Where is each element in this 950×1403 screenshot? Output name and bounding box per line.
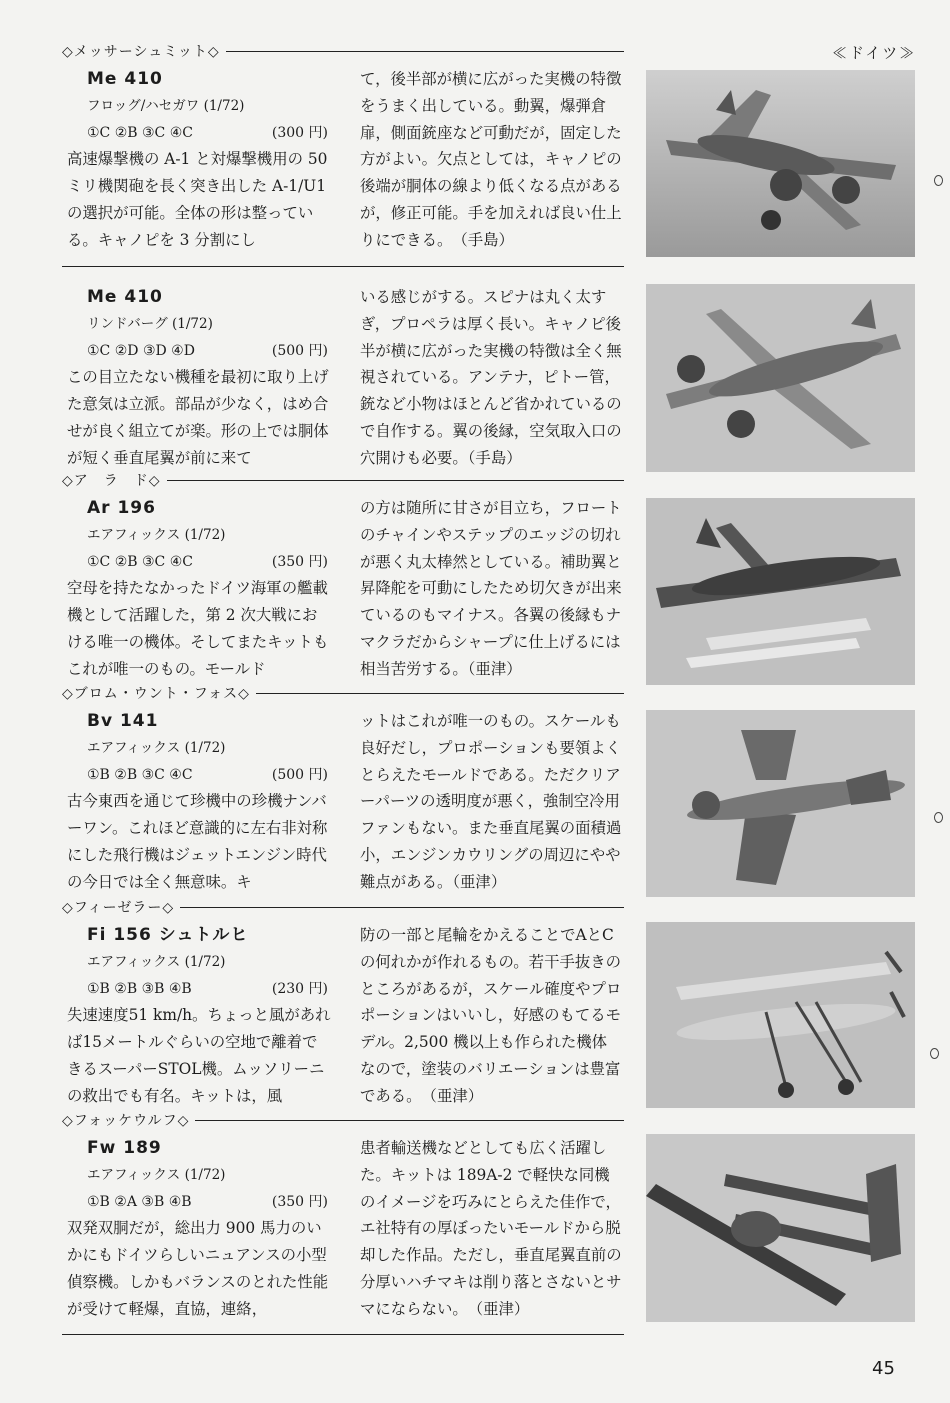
review-text-left: 高速爆撃機の A-1 と対爆撃機用の 50 ミリ機関砲を長く突き出した A-1/U1 の選択が可能。全体の形は整っている。キャノピを 3 分割にし [67, 150, 328, 249]
model-name: Fw 189 [87, 1138, 162, 1158]
model-name: Me 410 [87, 287, 163, 307]
maker-scale: エアフィックス (1/72) [87, 739, 226, 756]
kit-review-entry [62, 898, 624, 1113]
kit-review-entry [62, 471, 624, 686]
category-label: ◇フィーゼラー◇ [62, 897, 180, 917]
category-label: ◇ア ラ ド◇ [62, 470, 167, 490]
grades: ①B ②B ③B ④B [87, 980, 192, 997]
entry-divider [62, 1334, 624, 1335]
review-text-right: 患者輸送機などとしても広く活躍した。キットは 189A-2 で軽快な同機のイメージを巧みにとらえた佳作で，エ社特有の厚ぼったいモールドから脱却した作品。ただし，垂直尾翼直前の分厚いハチマキは削り落とさないとサマにならない。 （亜津） [360, 1139, 622, 1318]
price: (500 円) [271, 342, 328, 359]
review-left-column [67, 922, 332, 1110]
me410-frog-photo [646, 70, 915, 257]
me410-lindberg-photo [646, 284, 915, 472]
category-label: ◇フォッケウルフ◇ [62, 1110, 195, 1130]
margin-mark [934, 812, 943, 823]
review-left-column [67, 495, 332, 683]
margin-mark [930, 1048, 939, 1059]
ar196-photo [646, 498, 915, 685]
price: (300 円) [271, 124, 328, 141]
grades-line [87, 338, 332, 365]
category-label: ◇メッサーシュミット◇ [62, 41, 226, 61]
page-number: 45 [872, 1358, 895, 1379]
fi156-photo [646, 922, 915, 1108]
maker-scale: フロッグ/ハセガワ (1/72) [87, 97, 245, 114]
maker-scale: エアフィックス (1/72) [87, 953, 226, 970]
category-header [62, 42, 624, 62]
grades-line [87, 976, 332, 1003]
category-header [62, 684, 624, 704]
category-header [62, 471, 624, 491]
review-text-right: て，後半部が横に広がった実機の特徴をうまく出している。動翼，爆弾倉扉，側面銃座など可動だが，固定した方がよい。欠点としては，キャノピの後端が胴体の線より低くなる点があるが，修正可能。手を加えれば良い仕上りにできる。 （手島） [360, 70, 622, 249]
review-left-column [67, 1135, 332, 1323]
maker-scale: エアフィックス (1/72) [87, 526, 226, 543]
maker-scale: エアフィックス (1/72) [87, 1166, 226, 1183]
grades: ①B ②A ③B ④B [87, 1193, 192, 1210]
kit-review-entry [62, 1111, 624, 1336]
price: (350 円) [271, 553, 328, 570]
review-left-column [67, 66, 332, 254]
review-text-right: 防の一部と尾輪をかえることでAとCの何れかが作れるもの。若干手抜きのところがあるが，スケール確度やプロポーションはいいし，好感のもてるモデル。2,500 機以上も作られた機体なので，塗装のバリエーションは豊富である。 （亜津） [360, 926, 622, 1105]
grades: ①C ②B ③C ④C [87, 553, 193, 570]
review-text-left: 双発双胴だが，総出力 900 馬力のいかにもドイツらしいニュアンスの小型偵察機。しかもバランスのとれた性能が受けて軽爆，直協，連絡， [67, 1219, 329, 1318]
review-text-left: 古今東西を通じて珍機中の珍機ナンバーワン。これほど意識的に左右非対称にした飛行機はジェットエンジン時代の今日では全く無意味。キ [67, 792, 328, 891]
review-left-column [67, 284, 332, 472]
kit-review-entry [62, 260, 624, 470]
maker-scale: リンドバーグ (1/72) [87, 315, 213, 332]
category-label: ◇ブロム・ウント・フォス◇ [62, 683, 256, 703]
kit-review-entry [62, 684, 624, 899]
grades-line [87, 120, 332, 147]
fw189-photo [646, 1134, 915, 1322]
price: (350 円) [271, 1193, 328, 1210]
grades: ①C ②B ③C ④C [87, 124, 193, 141]
category-header [62, 898, 624, 918]
review-text-left: この目立たない機種を最初に取り上げた意気は立派。部品が少なく，はめ合せが良く組立てが楽。形の上では胴体が短く垂直尾翼が前に来て [67, 368, 329, 467]
kit-review-entry [62, 42, 624, 267]
model-name: Ar 196 [87, 498, 156, 518]
country-heading: ≪ドイツ≫ [832, 44, 917, 62]
review-left-column [67, 708, 332, 896]
review-text-left: 空母を持たなかったドイツ海軍の艦載機として活躍した，第 2 次大戦における唯一の機体。そしてまたキットもこれが唯一のもの。モールド [67, 579, 329, 678]
grades-line [87, 1189, 332, 1216]
review-text-right: の方は随所に甘さが目立ち，フロートのチャインやステップのエッジの切れが悪く丸太棒然としている。補助翼と昇降舵を可動にしたため切欠きが出来ているのもマイナス。各翼の後縁もナマクラだからシャープに仕上げるには相当苦労する。（亜津） [360, 499, 622, 678]
review-text-left: 失速速度51 km/h。ちょっと風があれば15メートルぐらいの空地で離着できるスーパーSTOL機。ムッソリーニの救出でも有名。キットは，風 [67, 1006, 331, 1105]
review-text-right: いる感じがする。スピナは丸く太すぎ，プロペラは厚く長い。キャノピ後半が横に広がった実機の特徴は全く無視されている。アンテナ，ピトー管，銃など小物はほとんど省かれているので自作する。翼の後縁，空気取入口の穴開けも必要。（手島） [360, 288, 622, 467]
grades-line [87, 549, 332, 576]
category-header [62, 1111, 624, 1131]
grades-line [87, 762, 332, 789]
price: (500 円) [271, 766, 328, 783]
grades: ①B ②B ③C ④C [87, 766, 193, 783]
review-text-right: ットはこれが唯一のもの。スケールも良好だし，プロポーションも要領よくとらえたモールドである。ただクリアーパーツの透明度が悪く，強制空冷用ファンもない。また垂直尾翼の面積過小，エンジンカウリングの周辺にやや難点がある。（亜津） [360, 712, 622, 891]
margin-mark [934, 175, 943, 186]
model-name: Me 410 [87, 69, 163, 89]
grades: ①C ②D ③D ④D [87, 342, 195, 359]
bv141-photo [646, 710, 915, 897]
model-name: Fi 156 シュトルヒ [87, 925, 249, 945]
price: (230 円) [271, 980, 328, 997]
model-name: Bv 141 [87, 711, 159, 731]
